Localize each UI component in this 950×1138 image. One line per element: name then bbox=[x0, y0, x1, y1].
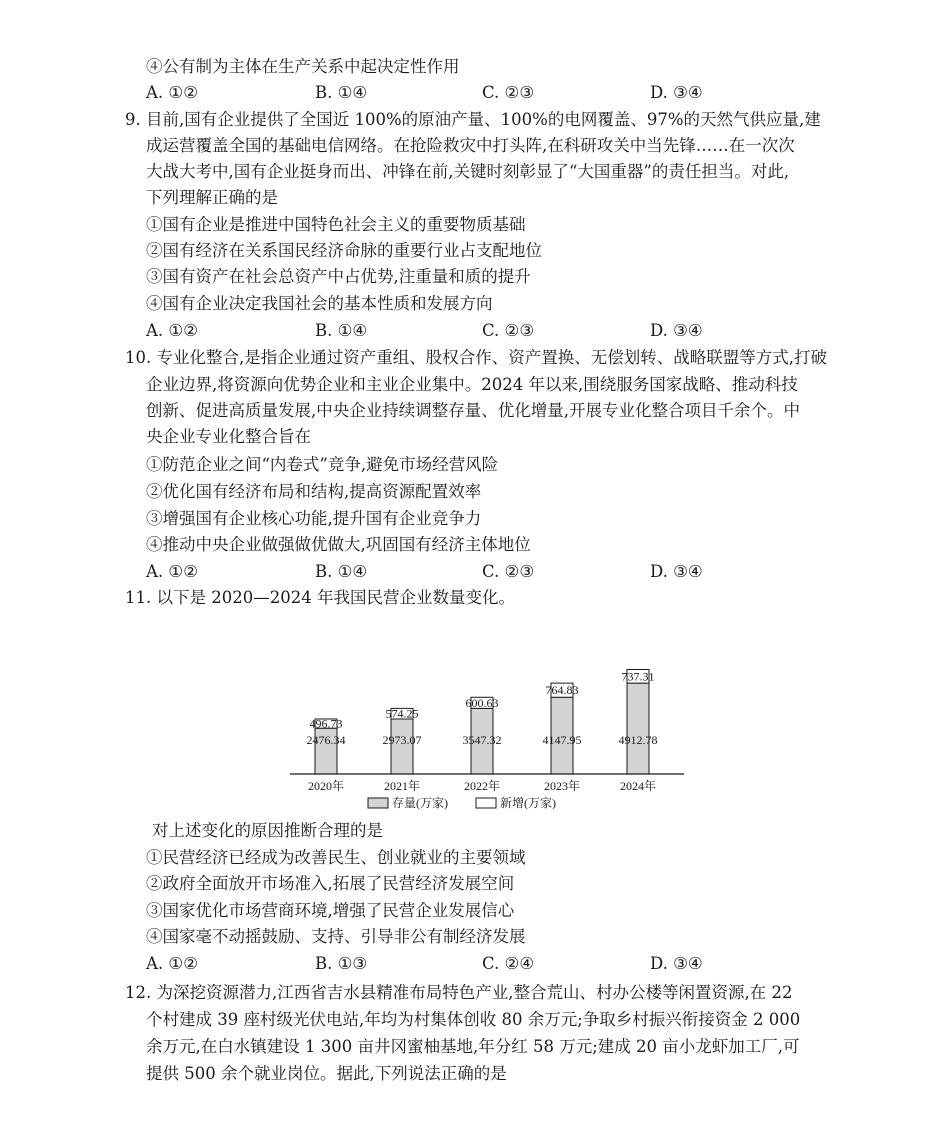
q11-item-2: ②政府全面放开市场准入,拓展了民营经济发展空间 bbox=[146, 874, 515, 893]
q8-item-4: ④公有制为主体在生产关系中起决定性作用 bbox=[146, 57, 460, 76]
x-tick-label-2020年: 2020年 bbox=[307, 779, 345, 793]
q8-option-d: D. ③④ bbox=[650, 83, 703, 102]
label-added-2024年: 737.31 bbox=[621, 669, 655, 684]
q9-stem-line-2: 成运营覆盖全国的基础电信网络。在抢险救灾中打头阵,在科研攻关中当先锋……在一次次 bbox=[146, 136, 795, 155]
label-added-2022年: 600.63 bbox=[465, 695, 499, 710]
label-stock-2021年: 2973.07 bbox=[382, 733, 422, 747]
q9-item-2: ②国有经济在关系国民经济命脉的重要行业占支配地位 bbox=[146, 241, 542, 260]
x-tick-label-2024年: 2024年 bbox=[619, 779, 657, 793]
q10-item-3: ③增强国有企业核心功能,提升国有企业竞争力 bbox=[146, 509, 482, 528]
q10-item-1: ①防范企业之间“内卷式”竞争,避免市场经营风险 bbox=[146, 455, 499, 474]
label-added-2021年: 574.25 bbox=[385, 706, 419, 721]
label-added-2020年: 496.73 bbox=[309, 716, 343, 731]
q11-item-3: ③国家优化市场营商环境,增强了民营企业发展信心 bbox=[146, 901, 515, 920]
q9-item-1: ①国有企业是推进中国特色社会主义的重要物质基础 bbox=[146, 215, 526, 234]
legend-label-added: 新增(万家) bbox=[500, 796, 556, 810]
q11-option-a: A. ①② bbox=[146, 954, 198, 973]
x-tick-label-2021年: 2021年 bbox=[383, 779, 421, 793]
q10-option-d: D. ③④ bbox=[650, 562, 703, 581]
q11-item-4: ④国家毫不动摇鼓励、支持、引导非公有制经济发展 bbox=[146, 927, 526, 946]
q11-option-c: C. ②④ bbox=[482, 954, 535, 973]
legend-label-stock: 存量(万家) bbox=[392, 796, 448, 810]
q8-option-b: B. ①④ bbox=[315, 83, 368, 102]
x-tick-label-2022年: 2022年 bbox=[463, 779, 501, 793]
q10-stem-line-2: 企业边界,将资源向优势企业和主业企业集中。2024 年以来,围绕服务国家战略、推动科技 bbox=[146, 375, 798, 394]
label-added-2023年: 764.83 bbox=[545, 683, 579, 698]
q9-option-d: D. ③④ bbox=[650, 321, 703, 340]
q9-stem-line-4: 下列理解正确的是 bbox=[146, 188, 278, 207]
q10-option-a: A. ①② bbox=[146, 562, 198, 581]
q10-option-b: B. ①④ bbox=[315, 562, 368, 581]
q11-option-d: D. ③④ bbox=[650, 954, 703, 973]
label-stock-2020年: 2476.34 bbox=[306, 733, 346, 747]
bar-stock-2024年 bbox=[627, 683, 649, 774]
q10-stem-line-3: 创新、促进高质量发展,中央企业持续调整存量、优化增量,开展专业化整合项目千余个。中 bbox=[146, 401, 800, 420]
x-tick-label-2023年: 2023年 bbox=[543, 779, 581, 793]
legend-swatch-stock bbox=[368, 798, 388, 808]
q9-item-3: ③国有资产在社会总资产中占优势,注重量和质的提升 bbox=[146, 267, 531, 286]
q12-stem-line-4: 提供 500 余个就业岗位。据此,下列说法正确的是 bbox=[146, 1064, 507, 1083]
enterprise-bar-chart bbox=[286, 613, 690, 813]
q10-stem-line-4: 央企业专业化整合旨在 bbox=[146, 427, 311, 446]
q11-item-1: ①民营经济已经成为改善民生、创业就业的主要领域 bbox=[146, 848, 526, 867]
chart-legend bbox=[368, 795, 556, 810]
q9-option-c: C. ②③ bbox=[482, 321, 535, 340]
chart-bars bbox=[307, 669, 658, 774]
q10-item-2: ②优化国有经济布局和结构,提高资源配置效率 bbox=[146, 482, 482, 501]
q9-option-b: B. ①④ bbox=[315, 321, 368, 340]
q10-option-c: C. ②③ bbox=[482, 562, 535, 581]
x-axis-labels bbox=[308, 778, 656, 793]
q12-stem-line-3: 余万元,在白水镇建设 1 300 亩井冈蜜柚基地,年分红 58 万元;建成 20 亩小龙虾加工厂,可 bbox=[146, 1037, 800, 1056]
legend-swatch-added bbox=[476, 798, 496, 808]
q11-stem-line: 11. 以下是 2020—2024 年我国民营企业数量变化。 bbox=[125, 588, 515, 607]
q10-item-4: ④推动中央企业做强做优做大,巩固国有经济主体地位 bbox=[146, 535, 531, 554]
label-stock-2023年: 4147.95 bbox=[542, 733, 582, 747]
label-stock-2022年: 3547.32 bbox=[462, 733, 502, 747]
q12-stem-line-2: 个村建成 39 座村级光伏电站,年均为村集体创收 80 余万元;争取乡村振兴衔接资金 2 000 bbox=[146, 1010, 801, 1029]
q11-question: 对上述变化的原因推断合理的是 bbox=[152, 821, 383, 840]
q9-stem-line-1: 9. 目前,国有企业提供了全国近 100%的原油产量、100%的电网覆盖、97%的天然气供应量,建 bbox=[125, 110, 821, 129]
q9-option-a: A. ①② bbox=[146, 321, 198, 340]
q8-option-a: A. ①② bbox=[146, 83, 198, 102]
q8-option-c: C. ②③ bbox=[482, 83, 535, 102]
q9-item-4: ④国有企业决定我国社会的基本性质和发展方向 bbox=[146, 294, 493, 313]
q10-stem-line-1: 10. 专业化整合,是指企业通过资产重组、股权合作、资产置换、无偿划转、战略联盟等方式,打破 bbox=[125, 348, 827, 367]
q11-option-b: B. ①③ bbox=[315, 954, 368, 973]
q12-stem-line-1: 12. 为深挖资源潜力,江西省吉水县精准布局特色产业,整合荒山、村办公楼等闲置资源,在 22 bbox=[125, 983, 793, 1002]
label-stock-2024年: 4912.78 bbox=[618, 733, 658, 747]
q9-stem-line-3: 大战大考中,国有企业挺身而出、冲锋在前,关键时刻彰显了“大国重器”的责任担当。对此, bbox=[146, 162, 790, 181]
